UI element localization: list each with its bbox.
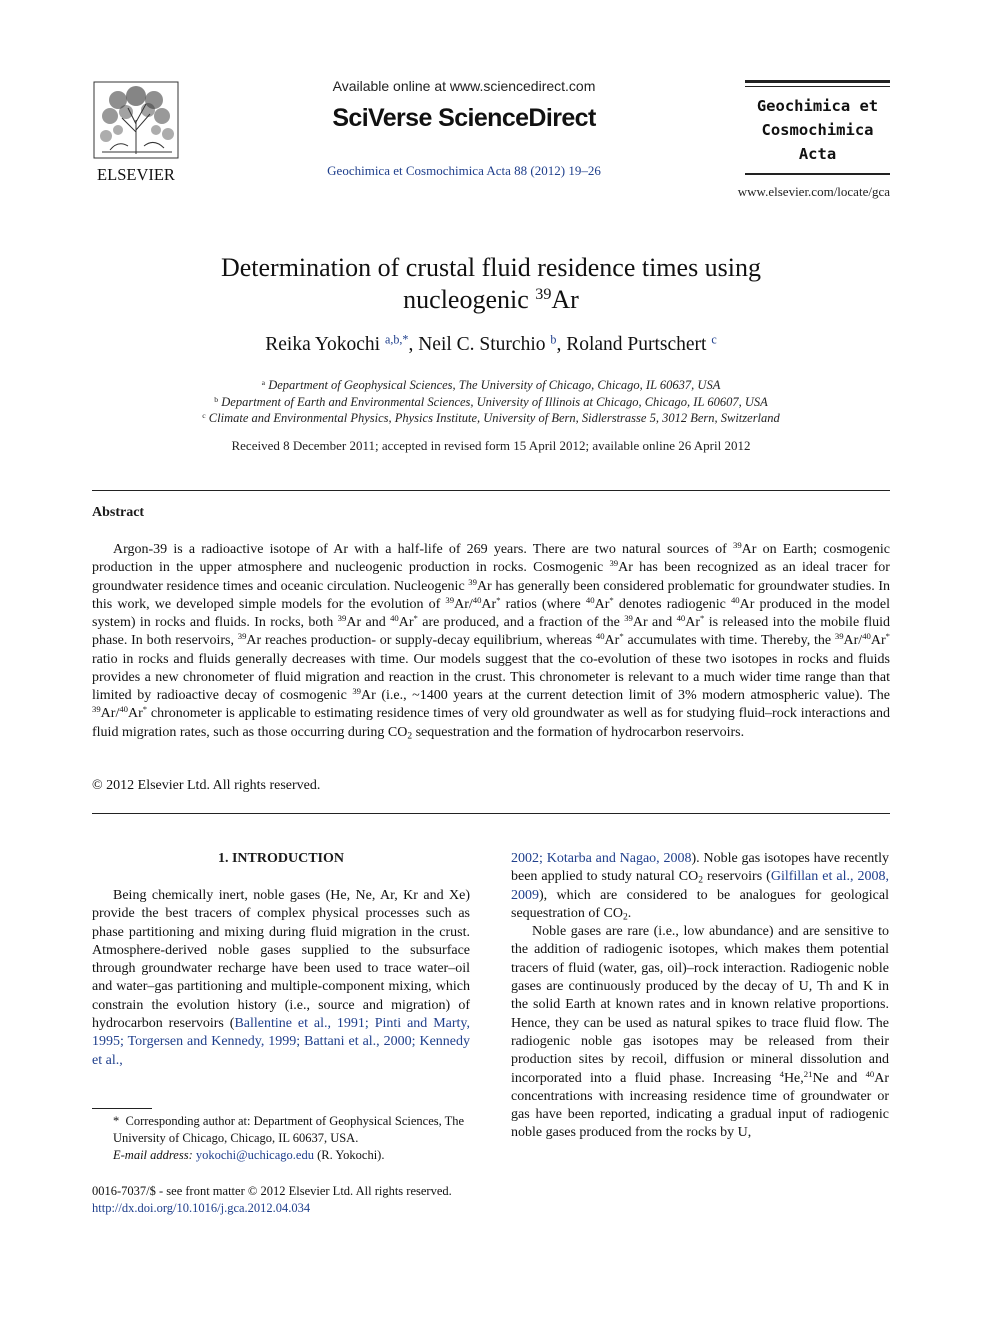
abstract-heading: Abstract: [92, 505, 145, 520]
affiliation-text: Department of Earth and Environmental Sciences, University of Illinois at Chicago, Chicago, IL 60607, USA: [218, 394, 768, 409]
superscript: 40: [472, 594, 482, 605]
superscript: 40: [585, 594, 595, 605]
superscript: *: [619, 631, 624, 642]
abstract-copyright: © 2012 Elsevier Ltd. All rights reserved.: [92, 778, 321, 793]
superscript: 40: [865, 1068, 875, 1079]
affiliation-line: [92, 377, 890, 394]
journal-name: [745, 94, 890, 166]
elsevier-wordmark: ELSEVIER: [97, 165, 175, 184]
journal-url[interactable]: www.elsevier.com/locate/gca: [737, 184, 890, 199]
superscript: 39: [624, 613, 633, 624]
intro-paragraph-2: Noble gases are rare (i.e., low abundance) and are sensitive to the addition of radiogenic isotopes, which makes them potential tracers of fluid (water, gas, oil)–rock interaction. Radiogenic noble gases are continuously produced by the decay of U, Th and K in the solid Earth at known rates and in known relative proportions. Hence, they can be used as natural spikes to trace fluid flow. The radiogenic noble gas isotopes may be released from their production sites by recoil, diffusion or mineral dissolution and incorporated into a fluid phase. Increasing $^4$He,$^{21}$Ne and $^{40}$Ar concentrations with increasing residence time of groundwater or gas have been reported, indicating a gradual input of radiogenic noble gases produced from the rocks by U,: [511, 924, 890, 1141]
citation-link[interactable]: 2002; Kotarba and Nagao, 2008: [511, 851, 692, 866]
intro-paragraph-1: Being chemically inert, noble gases (He, Ne, Ar, Kr and Xe) provide the best tracers of complex physical processes such as phase partitioning and mixing during fluid migration in the crust. Atmosphere-derived noble gases supplied to the subsurface through groundwater recharge have been used to trace water–oil and water–gas partitioning and multiple-component mixing, which constrain the evolution history (i.e., source and migration) of hydrocarbon reservoirs (Ballentine et al., 1991; Pinti and Marty, 1995; Torgersen and Kennedy, 1999; Battani et al., 2000; Kennedy et al.,: [92, 888, 470, 1068]
superscript: *: [609, 594, 614, 605]
superscript: 39: [337, 613, 347, 624]
author-name: Neil C. Sturchio: [418, 334, 551, 355]
subscript: 2: [407, 730, 413, 741]
superscript: 40: [676, 613, 686, 624]
superscript: *: [885, 631, 890, 642]
superscript: 40: [390, 613, 399, 624]
author-affiliation-mark: b: [550, 332, 557, 347]
available-online-line: Available online at www.sciencedirect.com: [332, 78, 596, 94]
superscript: *: [496, 594, 501, 605]
author-list: [92, 334, 890, 356]
superscript: 39: [834, 631, 844, 642]
superscript: *: [700, 613, 705, 624]
title-line-2: [92, 284, 890, 316]
email-label: E-mail address:: [113, 1148, 193, 1162]
divider-bottom: [92, 813, 890, 814]
journal-name-line: Acta: [798, 145, 837, 163]
author-name: Reika Yokochi: [265, 334, 385, 355]
footnote-star: *: [113, 1114, 120, 1128]
corresponding-text: Corresponding author at: Department of Geophysical Sciences, The University of Chicago, Chicago, IL 60637, USA.: [113, 1114, 465, 1145]
citation-link[interactable]: Gilfillan et al., 2008, 2009: [511, 869, 889, 903]
superscript: 21: [803, 1068, 813, 1079]
affiliation-mark: b: [214, 394, 219, 404]
superscript: 39: [445, 594, 455, 605]
title-line-1: Determination of crustal fluid residence times using: [220, 253, 762, 282]
elsevier-tree-icon: [88, 80, 184, 184]
title-superscript: 39: [535, 286, 552, 304]
title-text: nucleogenic: [403, 285, 536, 314]
subscript: 2: [698, 875, 703, 886]
affiliations: [92, 377, 890, 427]
footnote-rule: [92, 1108, 152, 1109]
affiliation-mark: c: [202, 410, 206, 420]
elsevier-logo: [88, 80, 184, 184]
divider-top: [92, 490, 890, 491]
superscript: 39: [468, 576, 477, 587]
superscript: 40: [730, 594, 740, 605]
superscript: *: [413, 613, 418, 624]
journal-citation-link[interactable]: Geochimica et Cosmochimica Acta 88 (2012) 19–26: [327, 163, 601, 178]
citation-link[interactable]: Ballentine et al., 1991; Pinti and Marty, 1995; Torgersen and Kennedy, 1999; Battani et al., 2000; Kennedy et al.,: [92, 1016, 470, 1068]
superscript: 40: [862, 631, 871, 642]
author-separator: ,: [556, 334, 567, 355]
email-suffix: (R. Yokochi).: [313, 1148, 385, 1162]
affiliation-line: [92, 410, 890, 427]
superscript: 39: [732, 540, 742, 551]
affiliation-text: Department of Geophysical Sciences, The University of Chicago, Chicago, IL 60637, USA: [265, 378, 721, 392]
journal-name-line: Cosmochimica: [761, 121, 874, 139]
journal-name-line: Geochimica et: [756, 97, 879, 115]
doi-link[interactable]: http://dx.doi.org/10.1016/j.gca.2012.04.034: [92, 1201, 311, 1215]
superscript: *: [142, 704, 148, 715]
author-affiliation-mark: a,b,*: [384, 332, 409, 347]
superscript: 40: [595, 631, 605, 642]
column-right: [511, 850, 889, 1143]
superscript: 39: [237, 631, 247, 642]
abstract-paragraph: Argon-39 is a radioactive isotope of Ar with a half-life of 269 years. There are two natural sources of $^{39}$Ar on Earth; cosmogenic production in the upper atmosphere and nucleogenic production in rocks. Cosmogenic $^{39}$Ar has been recognized as an ideal tracer for groundwater residence times and oceanic circulation. Nucleogenic $^{39}$Ar has generally been considered problematic for groundwater studies. In this work, we developed simple models for the evolution of $^{39}$Ar/$^{40}$Ar* ratios (where $^{40}$Ar* denotes radiogenic $^{40}$Ar produced in the model system) in rocks and fluids. In rocks, both $^{39}$Ar and $^{40}$Ar* are produced, and a fraction of the $^{39}$Ar and $^{40}$Ar* is released into the mobile fluid phase. In both reservoirs, $^{39}$Ar reaches production- or supply-decay equilibrium, whereas $^{40}$Ar* accumulates with time. Thereby, the $^{39}$Ar/$^{40}$Ar* ratio in rocks and fluids generally decreases with time. Our models suggest that the co-evolution of these two isotopes in rocks and fluids provides a new chronometer of fluid migration and reaction in the crust. This chronometer is relevant to a much wider time range than that limited by radioactive decay of cosmogenic $^{39}$Ar (i.e., ~1400 years at the current detection limit of 3% modern atmospheric value). The $^{39}$Ar/$^{40}$Ar* chronometer is applicable to estimating residence times of very old groundwater as well as for studying fluid–rock interactions and fluid migration rates, such as those occurring during $CO_2$ sequestration and the formation of hydrocarbon reservoirs.: [92, 540, 890, 741]
issn-line: 0016-7037/$ - see front matter © 2012 Elsevier Ltd. All rights reserved.: [92, 1184, 452, 1198]
superscript: 39: [609, 558, 619, 569]
author-affiliation-mark: c: [711, 332, 717, 347]
abstract-body: [92, 541, 890, 742]
article-title: [92, 252, 890, 316]
section-heading-introduction: 1. INTRODUCTION: [217, 851, 344, 866]
author-name: Roland Purtschert: [566, 334, 712, 355]
email-link[interactable]: yokochi@uchicago.edu: [195, 1148, 314, 1162]
superscript: 39: [92, 704, 101, 715]
column-left: [92, 887, 470, 1070]
intro-paragraph-1-continued: 2002; Kotarba and Nagao, 2008). Noble gas isotopes have recently been applied to study natural $CO_2$ reservoirs (Gilfillan et al., 2008, 2009), which are considered to be analogues for geological sequestration of $CO_2$.: [511, 851, 889, 923]
superscript: 39: [352, 686, 362, 697]
front-matter-info: [92, 1183, 592, 1217]
article-dates: Received 8 December 2011; accepted in revised form 15 April 2012; available online 26 April 2012: [231, 438, 751, 453]
affiliation-line: [92, 394, 890, 411]
corresponding-author-footnote: [92, 1113, 470, 1164]
superscript: 40: [119, 704, 129, 715]
title-text: Ar: [551, 285, 579, 314]
sciencedirect-brand[interactable]: SciVerse ScienceDirect: [332, 104, 596, 132]
affiliation-text: Climate and Environmental Physics, Physics Institute, University of Bern, Sidlerstrasse 5, 3012 Bern, Switzerland: [205, 411, 780, 425]
affiliation-mark: a: [261, 377, 266, 387]
author-separator: ,: [408, 334, 419, 355]
subscript: 2: [622, 912, 628, 923]
superscript: 4: [779, 1068, 784, 1079]
